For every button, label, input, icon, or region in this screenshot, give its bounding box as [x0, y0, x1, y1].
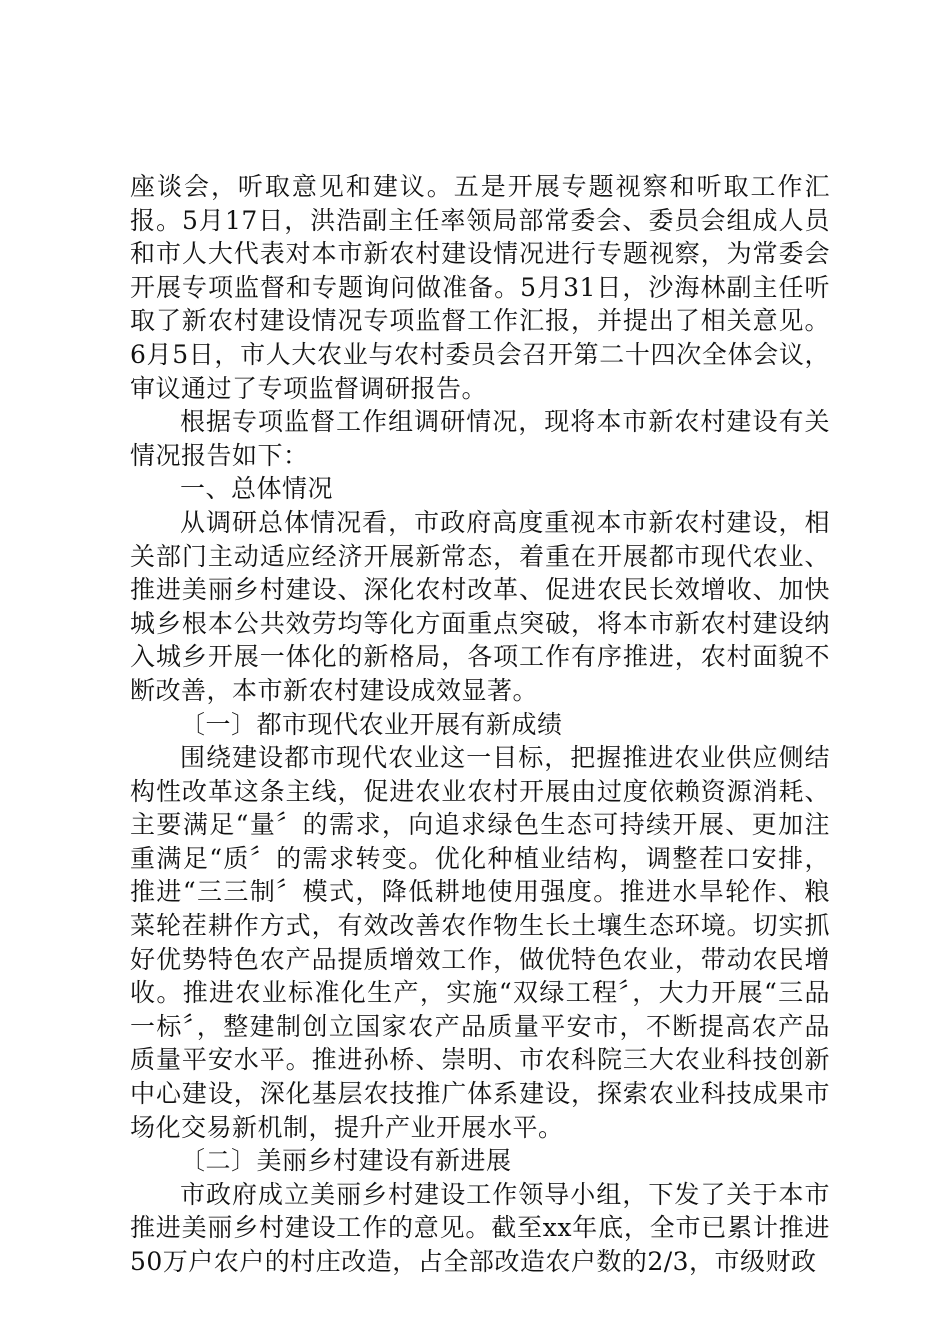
paragraph-continuation: 座谈会，听取意见和建议。五是开展专题视察和听取工作汇报。5月17日，洪浩副主任率领局部常委会、委员会组成人员和市人大代表对本市新农村建设情况进行专题视察，为常委会开展专项监督和专题询问做准备。5月31日，沙海林副主任听取了新农村建设情况专项监督工作汇报，并提出了相关意见。6月5日，市人大农业与农村委员会召开第二十四次全体会议，审议通过了专项监督调研报告。 [130, 172, 830, 403]
paragraph-villages: 市政府成立美丽乡村建设工作领导小组，下发了关于本市推进美丽乡村建设工作的意见。截至xx年底，全市已累计推进50万户农户的村庄改造，占全部改造农户数的2/3，市级财政 [130, 1179, 830, 1276]
section-heading-overall: 一、总体情况 [180, 474, 334, 504]
document-body [130, 170, 830, 1279]
subsection-heading-villages: 〔二〕美丽乡村建设有新进展 [180, 1146, 512, 1176]
paragraph-overall: 从调研总体情况看，市政府高度重视本市新农村建设，相关部门主动适应经济开展新常态，着重在开展都市现代农业、推进美丽乡村建设、深化农村改革、促进农民长效增收、加快城乡根本公共效劳均等化方面重点突破，将本市新农村建设纳入城乡开展一体化的新格局，各项工作有序推进，农村面貌不断改善，本市新农村建设成效显著。 [130, 507, 830, 705]
subsection-heading-agriculture: 〔一〕都市现代农业开展有新成绩 [180, 709, 563, 739]
paragraph-intro: 根据专项监督工作组调研情况，现将本市新农村建设有关情况报告如下： [130, 407, 830, 470]
paragraph-agriculture: 围绕建设都市现代农业这一目标，把握推进农业供应侧结构性改革这条主线，促进农业农村开展由过度依赖资源消耗、主要满足“量〞的需求，向追求绿色生态可持续开展、更加注重满足“质〞的需求转变。优化种植业结构，调整茬口安排，推进“三三制〞模式，降低耕地使用强度。推进水旱轮作、粮菜轮茬耕作方式，有效改善农作物生长土壤生态环境。切实抓好优势特色农产品提质增效工作，做优特色农业，带动农民增收。推进农业标准化生产，实施“双绿工程〞，大力开展“三品一标〞，整建制创立国家农产品质量平安市，不断提高农产品质量平安水平。推进孙桥、崇明、市农科院三大农业科技创新中心建设，深化基层农技推广体系建设，探索农业科技成果市场化交易新机制，提升产业开展水平。 [130, 743, 830, 1142]
